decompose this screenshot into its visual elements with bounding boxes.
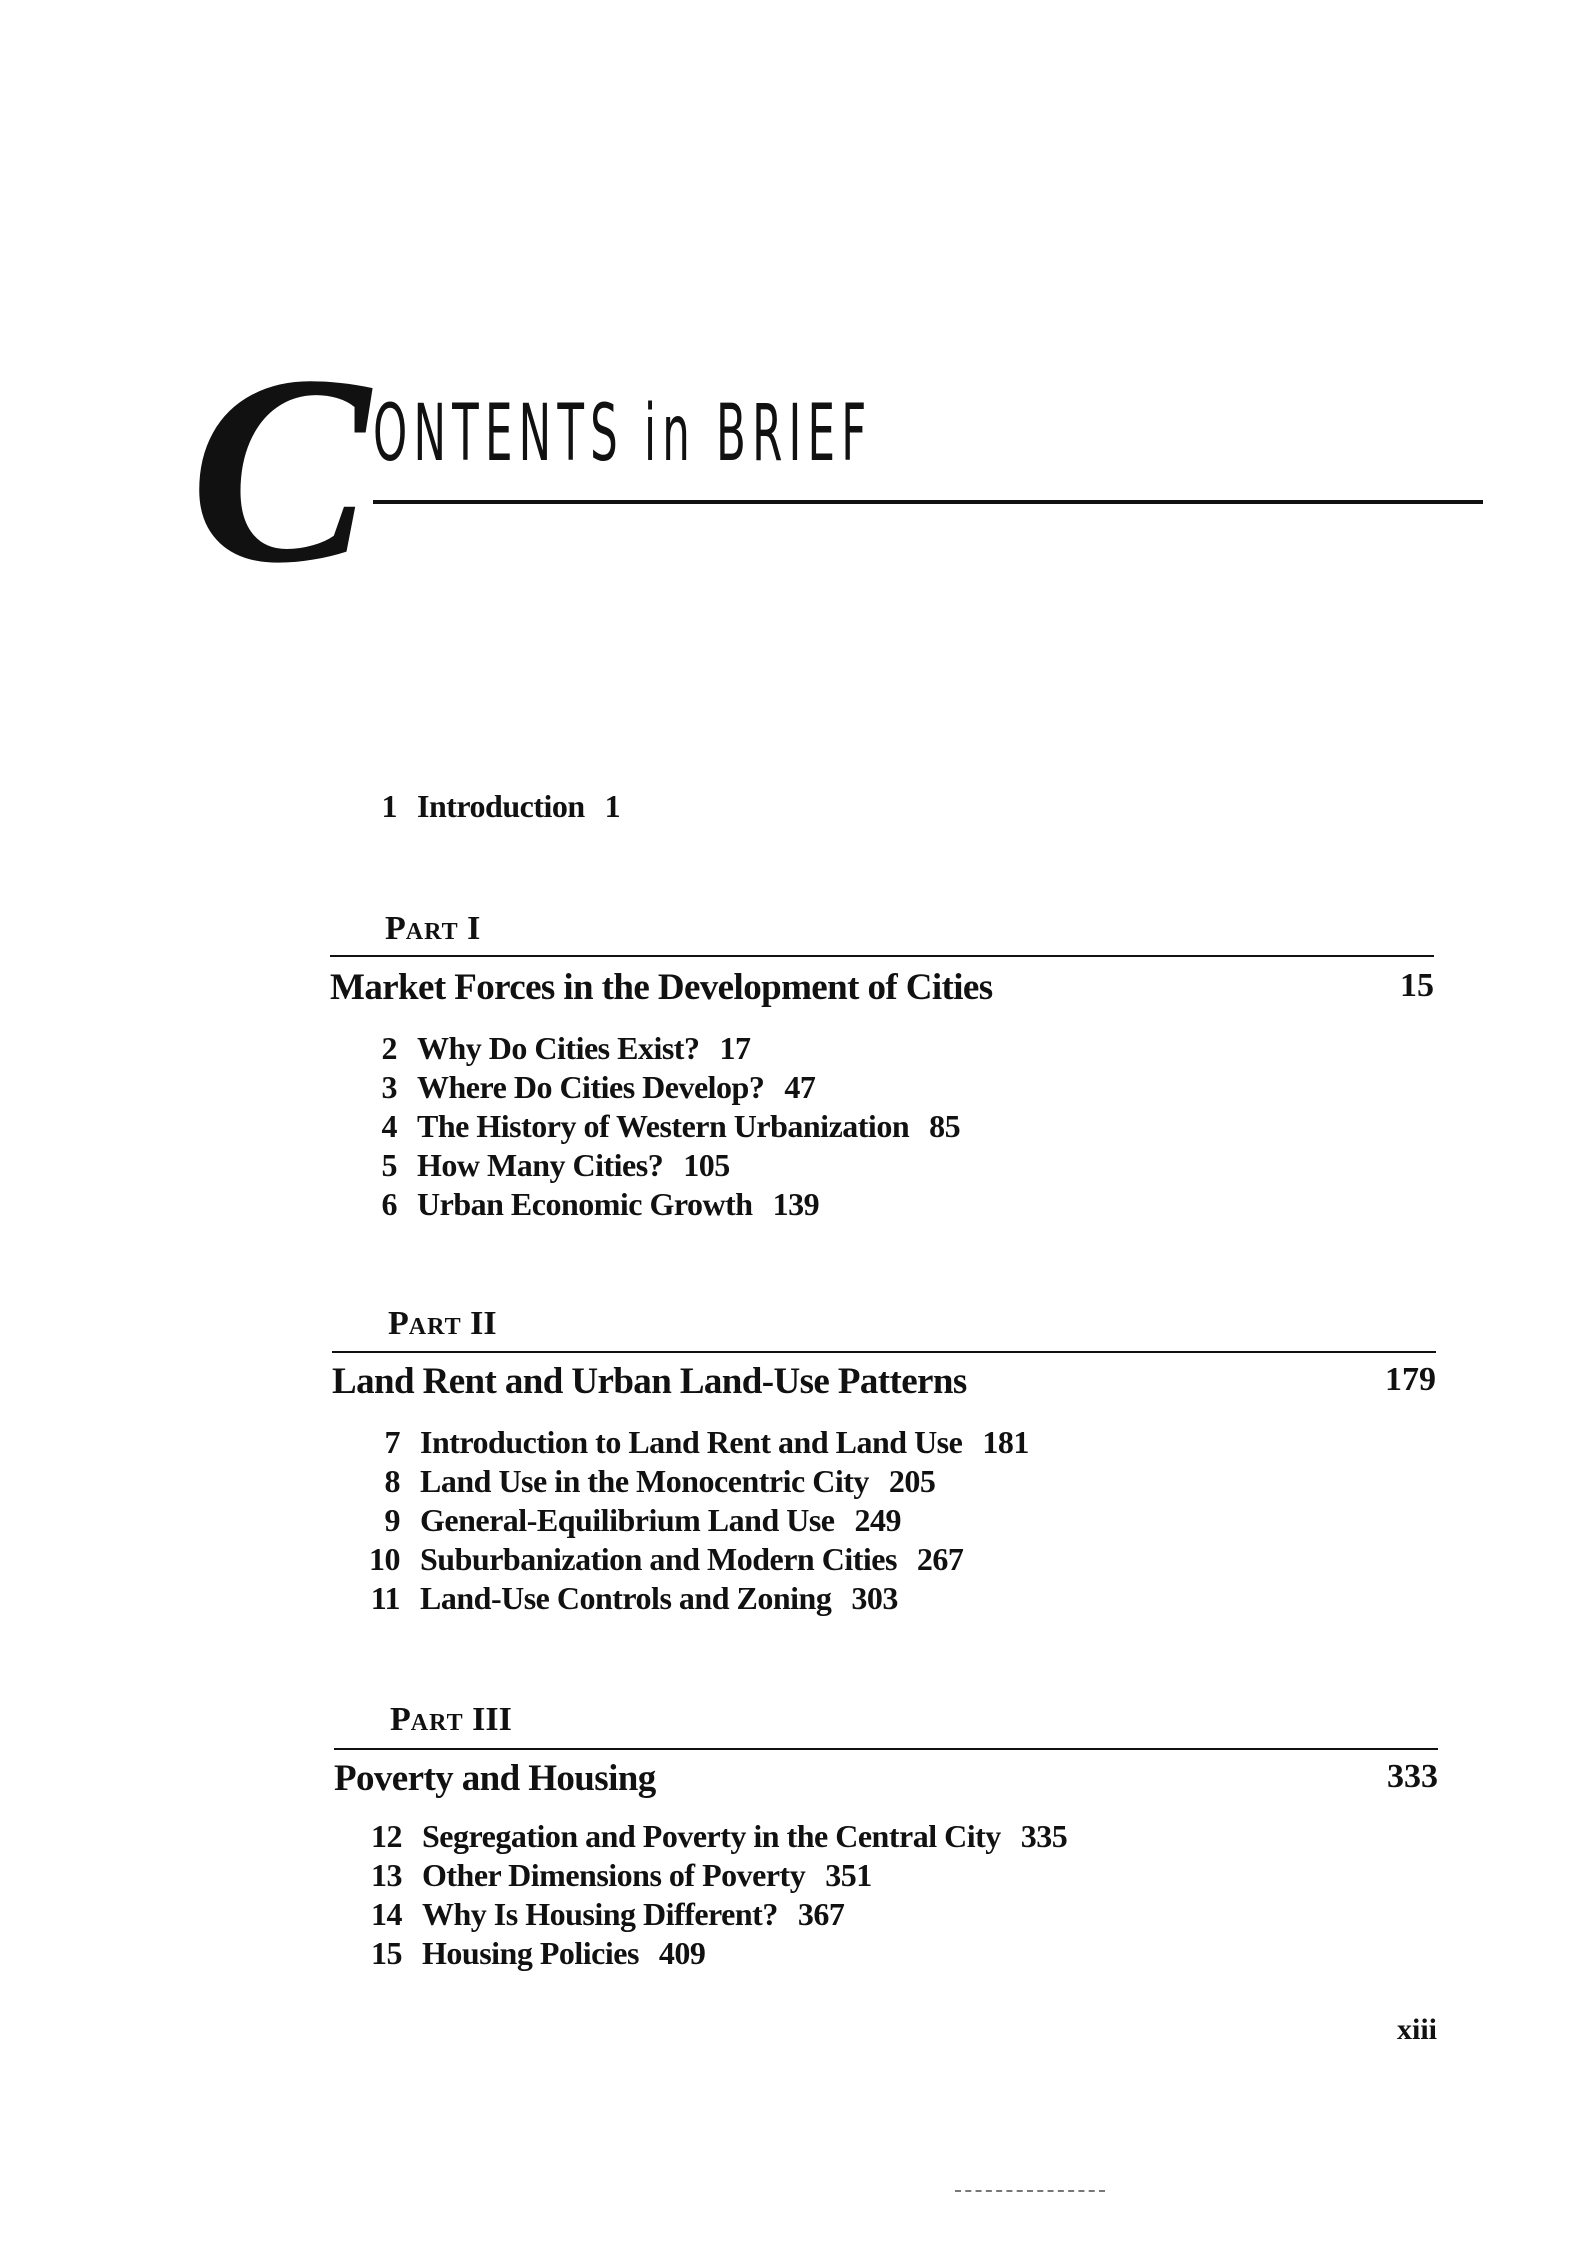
part-rule <box>332 1351 1436 1353</box>
toc-entry[interactable]: 13 Other Dimensions of Poverty 351 <box>371 1857 872 1893</box>
toc-entry[interactable]: 12 Segregation and Poverty in the Central City 335 <box>371 1818 1068 1854</box>
part-page: 179 <box>1385 1361 1436 1398</box>
toc-entry[interactable]: 15 Housing Policies 409 <box>371 1935 706 1971</box>
part-label: PART II <box>388 1305 497 1342</box>
toc-entry-intro[interactable] <box>352 790 620 822</box>
part-label: PART I <box>385 910 481 947</box>
toc-entry[interactable]: 8 Land Use in the Monocentric City 205 <box>384 1463 936 1499</box>
toc-entry[interactable]: 5 How Many Cities? 105 <box>381 1147 730 1183</box>
toc-entry[interactable]: 2 Why Do Cities Exist? 17 <box>381 1030 751 1066</box>
toc-entry[interactable]: 14 Why Is Housing Different? 367 <box>371 1896 845 1932</box>
part-rule <box>334 1748 1438 1750</box>
toc-entry[interactable]: 11 Land-Use Controls and Zoning 303 <box>370 1580 898 1616</box>
part-page: 15 <box>1400 967 1434 1004</box>
toc-entry[interactable]: 9 General-Equilibrium Land Use 249 <box>384 1502 901 1538</box>
part-label: PART III <box>390 1701 512 1738</box>
part-title[interactable]: Market Forces in the Development of Cities <box>330 967 993 1008</box>
toc-entry[interactable]: 6 Urban Economic Growth 139 <box>381 1186 820 1222</box>
contents-heading <box>190 320 1490 619</box>
part-rule <box>330 955 1434 957</box>
chapter-title: Introduction <box>417 788 585 824</box>
part-title[interactable]: Poverty and Housing <box>334 1758 656 1799</box>
part-title[interactable]: Land Rent and Urban Land-Use Patterns <box>332 1361 967 1402</box>
heading-drop-cap: C <box>190 320 371 619</box>
heading-rule <box>373 500 1483 504</box>
chapter-page: 1 <box>604 788 621 824</box>
toc-entry[interactable]: 3 Where Do Cities Develop? 47 <box>381 1069 816 1105</box>
toc-entry[interactable]: 4 The History of Western Urbanization 85 <box>381 1108 961 1144</box>
toc-entry[interactable]: 10 Suburbanization and Modern Cities 267 <box>369 1541 964 1577</box>
scan-artifact <box>955 2190 1105 2194</box>
heading-title: ONTENTS in BRIEF <box>373 389 873 479</box>
chapter-number: 1 <box>381 788 397 824</box>
page-folio: xiii <box>1397 2013 1438 2046</box>
part-page: 333 <box>1387 1758 1438 1795</box>
toc-entry[interactable]: 7 Introduction to Land Rent and Land Use 181 <box>384 1424 1029 1460</box>
